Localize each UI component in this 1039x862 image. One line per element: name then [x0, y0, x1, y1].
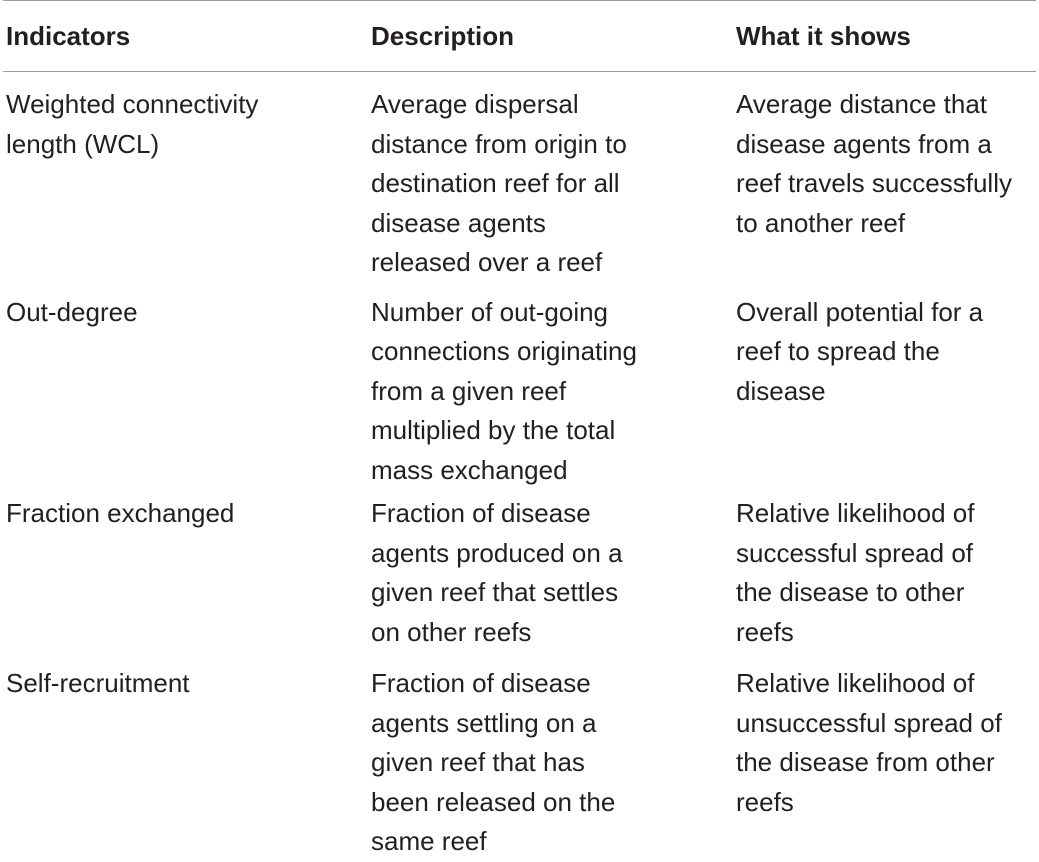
cell-description: Fraction of disease agents produced on a given reef that settles on other reefs [371, 498, 623, 647]
header-row [3, 1, 1036, 72]
cell-description: Fraction of disease agents settling on a given reef that has been released on the same reef [371, 668, 616, 856]
cell-what-it-shows: Relative likelihood of successful spread of the disease to other reefs [736, 498, 975, 647]
table-row [3, 283, 1036, 491]
indicators-table-container [3, 0, 1036, 862]
cell-indicator: Weighted connectivity length (WCL) [6, 89, 259, 159]
table-body [3, 72, 1036, 862]
table-header [3, 1, 1036, 72]
table-row [3, 72, 1036, 283]
cell-indicator: Fraction exchanged [6, 498, 235, 528]
cell-what-it-shows: Relative likelihood of unsuccessful spread of the disease from other reefs [736, 668, 1002, 817]
cell-indicator: Out-degree [6, 296, 138, 327]
cell-what-it-shows: Average distance that disease agents from a reef travels successfully to another reef [736, 89, 1012, 238]
cell-what-it-shows: Overall potential for a reef to spread the disease [736, 296, 984, 406]
cell-indicator: Self-recruitment [6, 668, 190, 698]
cell-description: Average dispersal distance from origin to destination reef for all disease agents released over a reef [371, 89, 627, 277]
header-indicators: Indicators [6, 21, 131, 51]
cell-description: Number of out-going connections originating from a given reef multiplied by the total mass exchanged [371, 296, 637, 485]
table-row [3, 655, 1036, 862]
table-row [3, 490, 1036, 655]
header-description: Description [371, 21, 515, 51]
indicators-table [3, 0, 1036, 862]
header-what-it-shows: What it shows [736, 21, 911, 51]
